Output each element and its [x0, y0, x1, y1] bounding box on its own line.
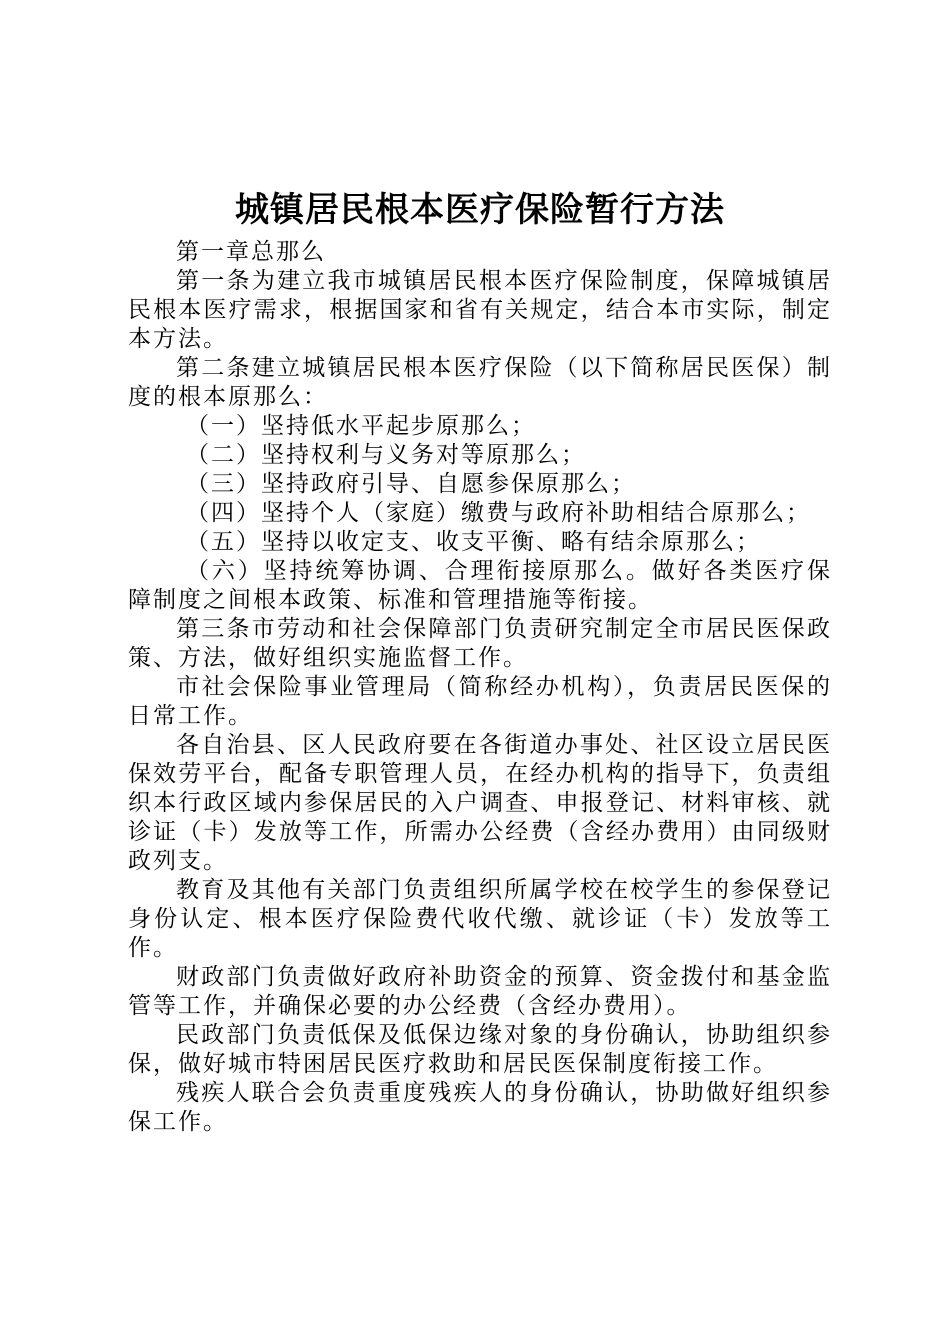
paragraph-district-governments: 各自治县、区人民政府要在各街道办事处、社区设立居民医保效劳平台，配备专职管理人员，在经办机构的指导下，负责组织本行政区域内参保居民的入户调查、申报登记、材料审核、就诊证（卡）发放等工作，所需办公经费（含经办费用）由同级财政列支。 [128, 732, 832, 874]
document-page [128, 184, 832, 1137]
article-2: 第二条建立城镇居民根本医疗保险（以下简称居民医保）制度的根本原那么： [128, 355, 832, 410]
principle-item-6: （六）坚持统筹协调、合理衔接原那么。做好各类医疗保障制度之间根本政策、标准和管理措施等衔接。 [128, 558, 832, 613]
chapter-heading: 第一章总那么 [176, 239, 326, 265]
paragraph-disabled-federation: 残疾人联合会负责重度残疾人的身份确认，协助做好组织参保工作。 [128, 1080, 832, 1135]
article-3: 第三条市劳动和社会保障部门负责研究制定全市居民医保政策、方法，做好组织实施监督工作。 [128, 616, 832, 671]
paragraph-civil-affairs-dept: 民政部门负责低保及低保边缘对象的身份确认，协助组织参保，做好城市特困居民医疗救助和居民医保制度衔接工作。 [128, 1022, 832, 1077]
principle-item-2: （二）坚持权利与义务对等原那么； [186, 442, 586, 468]
article-1: 第一条为建立我市城镇居民根本医疗保险制度，保障城镇居民根本医疗需求，根据国家和省有关规定，结合本市实际，制定本方法。 [128, 268, 832, 352]
principle-item-5: （五）坚持以收定支、收支平衡、略有结余原那么； [186, 529, 761, 555]
principle-item-1: （一）坚持低水平起步原那么； [186, 413, 536, 439]
paragraph-finance-dept: 财政部门负责做好政府补助资金的预算、资金拨付和基金监管等工作，并确保必要的办公经费（含经办费用）。 [128, 964, 832, 1019]
principle-item-3: （三）坚持政府引导、自愿参保原那么； [186, 471, 636, 497]
document-title: 城镇居民根本医疗保险暂行方法 [235, 190, 725, 230]
principle-item-4: （四）坚持个人（家庭）缴费与政府补助相结合原那么； [186, 500, 811, 526]
paragraph-social-insurance-bureau: 市社会保险事业管理局（简称经办机构），负责居民医保的日常工作。 [128, 674, 832, 729]
paragraph-education-dept: 教育及其他有关部门负责组织所属学校在校学生的参保登记身份认定、根本医疗保险费代收代缴、就诊证（卡）发放等工作。 [128, 877, 832, 961]
